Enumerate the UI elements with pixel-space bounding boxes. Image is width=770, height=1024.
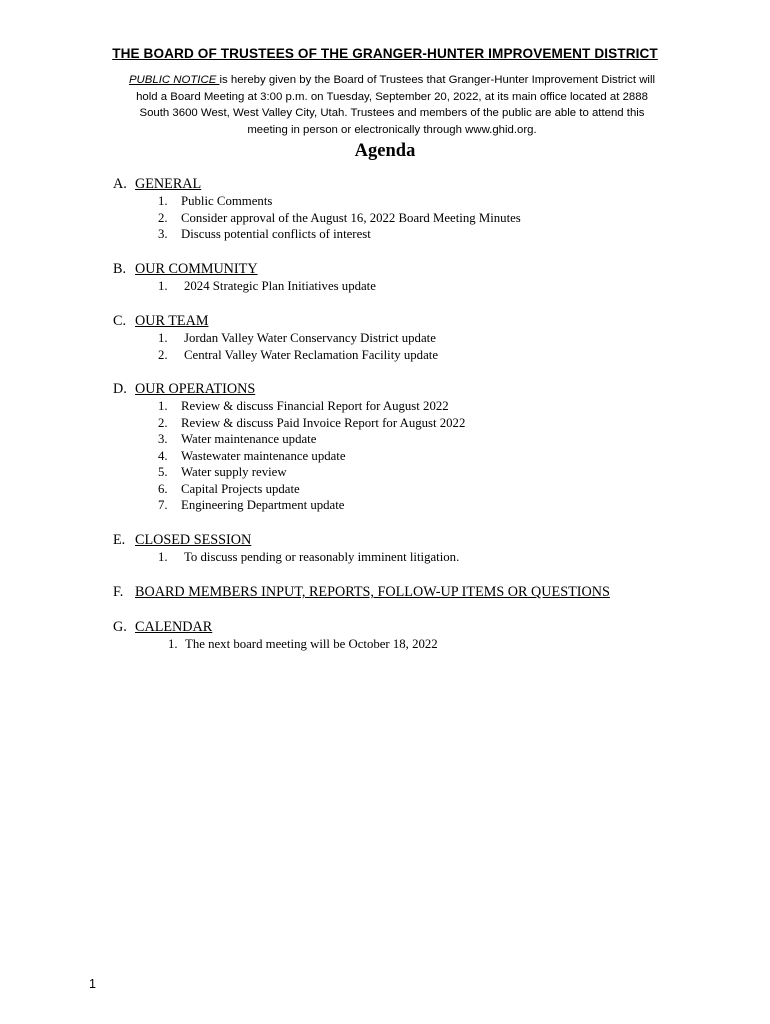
item-text: Consider approval of the August 16, 2022 Board Meeting Minutes	[181, 210, 521, 225]
list-item	[158, 331, 436, 346]
item-text: The next board meeting will be October 18, 2022	[185, 637, 438, 651]
section-letter: A.	[113, 176, 127, 192]
item-number: 4.	[158, 448, 168, 463]
section-heading: CLOSED SESSION	[135, 532, 252, 548]
item-text: Central Valley Water Reclamation Facility update	[184, 347, 439, 362]
item-text: Water supply review	[181, 465, 287, 479]
section-closed-session	[113, 532, 251, 549]
list-item	[158, 416, 465, 431]
section-heading: OUR OPERATIONS	[135, 381, 256, 397]
section-letter: F.	[113, 584, 124, 600]
section-calendar	[113, 619, 212, 636]
section-letter: B.	[113, 261, 127, 277]
list-item	[158, 279, 376, 294]
agenda-heading: Agenda	[354, 141, 416, 161]
item-number: 2.	[158, 210, 168, 225]
item-number: 2.	[158, 347, 168, 362]
item-text: Public Comments	[181, 194, 273, 208]
section-heading: CALENDAR	[135, 619, 213, 635]
section-letter: E.	[113, 532, 126, 548]
item-text: Review & discuss Paid Invoice Report for August 2022	[181, 415, 466, 430]
list-item	[158, 227, 371, 242]
section-letter: D.	[113, 381, 127, 397]
list-item	[158, 432, 316, 447]
notice-line: hold a Board Meeting at 3:00 p.m. on Tuesday, September 20, 2022, at its main office located at 2888	[136, 90, 648, 103]
item-text: Wastewater maintenance update	[181, 448, 346, 463]
item-text: Discuss potential conflicts of interest	[181, 227, 371, 241]
item-number: 6.	[158, 481, 168, 496]
notice-line: South 3600 West, West Valley City, Utah. Trustees and members of the public are able to attend this	[139, 107, 645, 120]
item-number: 5.	[158, 465, 168, 479]
section-general	[113, 176, 201, 193]
item-number: 3.	[158, 227, 168, 241]
section-letter: G.	[113, 619, 127, 635]
section-heading: OUR TEAM	[135, 313, 209, 329]
section-our-operations	[113, 381, 255, 398]
item-number: 1.	[158, 194, 168, 208]
public-notice-lead: PUBLIC NOTICE	[128, 74, 220, 86]
item-number: 3.	[158, 432, 168, 446]
section-board-members-input	[113, 584, 610, 601]
section-our-community	[113, 261, 258, 278]
list-item	[158, 348, 438, 363]
item-number: 1.	[158, 399, 168, 413]
list-item	[158, 211, 521, 226]
item-text: Capital Projects update	[181, 481, 300, 496]
list-item	[158, 465, 287, 480]
item-number: 2.	[158, 415, 168, 430]
section-our-team	[113, 313, 208, 330]
list-item	[168, 637, 438, 652]
list-item	[158, 482, 300, 497]
list-item	[158, 399, 449, 414]
page-number: 1	[89, 977, 96, 991]
item-number: 1.	[158, 279, 168, 293]
section-letter: C.	[113, 313, 127, 329]
item-text: 2024 Strategic Plan Initiatives update	[184, 279, 376, 293]
item-number: 1.	[158, 550, 168, 564]
document-title: THE BOARD OF TRUSTEES OF THE GRANGER-HUNTER IMPROVEMENT DISTRICT	[112, 46, 658, 61]
list-item	[158, 498, 344, 513]
section-heading: OUR COMMUNITY	[135, 261, 258, 277]
section-heading: BOARD MEMBERS INPUT, REPORTS, FOLLOW-UP ITEMS OR QUESTIONS	[135, 584, 610, 600]
item-number: 7.	[158, 498, 168, 512]
item-number: 1.	[158, 331, 168, 345]
item-text: Engineering Department update	[181, 498, 345, 512]
list-item	[158, 550, 459, 565]
notice-line: meeting in person or electronically through www.ghid.org.	[247, 123, 537, 136]
section-heading: GENERAL	[135, 176, 202, 192]
list-item	[158, 449, 346, 464]
item-number: 1.	[168, 637, 178, 651]
public-notice	[100, 72, 684, 138]
item-text: To discuss pending or reasonably imminent litigation.	[184, 550, 460, 564]
item-text: Water maintenance update	[181, 432, 317, 446]
notice-line: is hereby given by the Board of Trustees that Granger-Hunter Improvement District will	[219, 74, 656, 86]
list-item	[158, 194, 272, 209]
item-text: Jordan Valley Water Conservancy District update	[184, 331, 436, 345]
item-text: Review & discuss Financial Report for August 2022	[181, 399, 449, 413]
